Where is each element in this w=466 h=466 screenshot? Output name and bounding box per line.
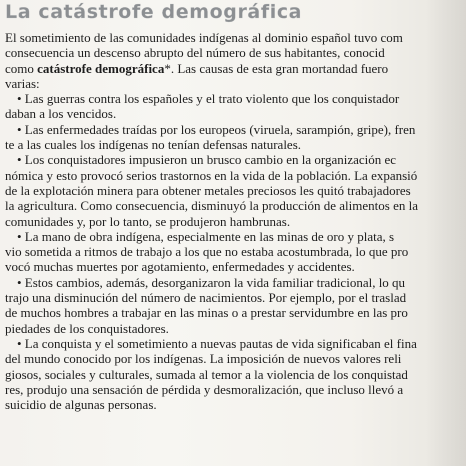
text-line [5, 61, 466, 76]
text-line: vio sometida a ritmos de trabajo a los que no estaba acostumbrada, lo que pro [5, 244, 409, 260]
key-term: catástrofe demográfica [37, 60, 165, 76]
bullet-line: • Estos cambios, además, desorganizaron la vida familiar tradicional, lo qu [17, 274, 406, 290]
bullet-line: • Los conquistadores impusieron un brusco cambio en la organización ec [17, 152, 397, 168]
text-run: *. Las causas de esta gran mortandad fuero [164, 60, 389, 76]
bullet-line: • Las guerras contra los españoles y el trato violento que los conquistador [17, 91, 400, 107]
text-line: de la explotación minera para obtener metales preciosos les quitó trabajadores [5, 182, 411, 198]
bullet-line: • La conquista y el sometimiento a nuevas pautas de vida significaban el fina [17, 335, 417, 351]
text-run: como [5, 60, 38, 76]
text-line: suicidio de algunas personas. [5, 397, 157, 413]
text-line: daban a los vencidos. [5, 106, 117, 122]
text-line: res, produjo una sensación de pérdida y desmoralización, que incluso llevó a [5, 381, 404, 397]
text-line: piedades de los conquistadores. [5, 320, 169, 336]
text-line: consecuencia un descenso abrupto del número de sus habitantes, conocid [5, 45, 385, 61]
text-line: de muchos hombres a trabajar en las minas o a prestar servidumbre en las pro [5, 305, 408, 321]
body-text [5, 30, 466, 412]
text-line: varias: [5, 75, 40, 91]
bullet-line: • Las enfermedades traídas por los europeos (viruela, sarampión, gripe), fren [17, 121, 416, 137]
text-line: la agricultura. Como consecuencia, disminuyó la producción de alimentos en la [5, 198, 418, 214]
bullet-line: • La mano de obra indígena, especialmente en las minas de oro y plata, s [17, 228, 395, 244]
text-line: nómica y esto provocó serios trastornos en la vida de la población. La expansió [5, 167, 418, 183]
text-line: giosos, sociales y culturales, sumada al temor a la violencia de los conquistad [5, 366, 408, 382]
text-line: vocó muchas muertes por agotamiento, enfermedades y accidentes. [5, 259, 355, 275]
section-title: La catástrofe demográfica [5, 1, 303, 23]
text-line: te a las cuales los indígenas no tenían defensas naturales. [5, 137, 302, 153]
text-line: comunidades y, por lo tanto, se produjeron hambrunas. [5, 213, 291, 229]
text-line: El sometimiento de las comunidades indígenas al dominio español tuvo com [5, 30, 403, 45]
text-line: del mundo conocido por los indígenas. La imposición de nuevos valores reli [5, 351, 402, 367]
text-line: trajo una disminución del número de nacimientos. Por ejemplo, por el traslad [5, 290, 407, 306]
